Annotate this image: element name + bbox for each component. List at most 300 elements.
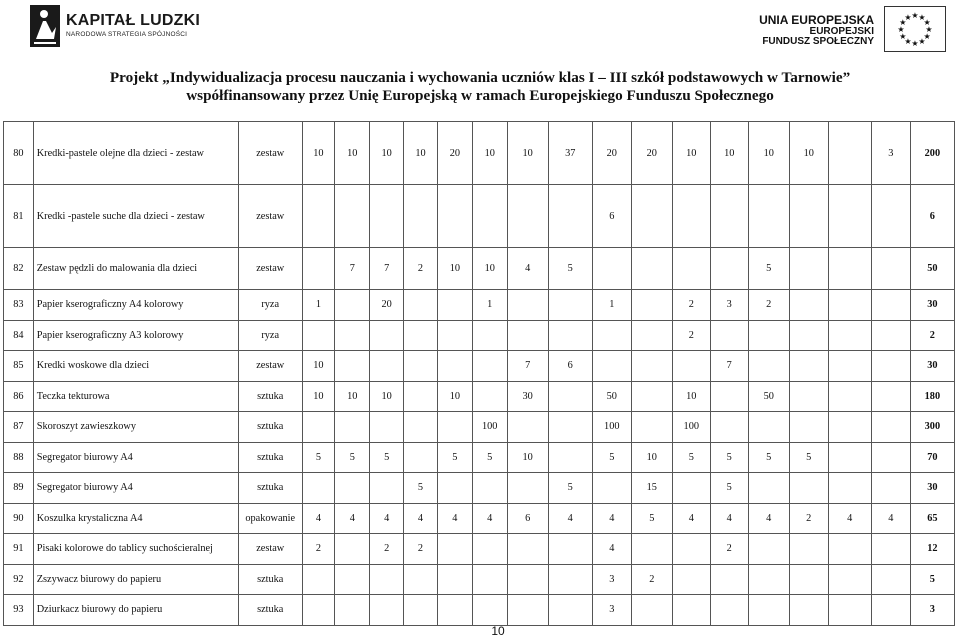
eu-line3: FUNDUSZ SPOŁECZNY xyxy=(762,36,874,48)
quantity-cell: 10 xyxy=(672,122,710,185)
quantity-cell xyxy=(789,185,828,248)
eu-star-icon: ★ xyxy=(923,18,931,27)
quantity-cell xyxy=(789,564,828,595)
quantity-cell xyxy=(437,595,472,626)
quantity-cell xyxy=(828,248,871,290)
quantity-cell: 10 xyxy=(507,442,548,473)
quantity-cell: 10 xyxy=(302,122,335,185)
quantity-cell: 3 xyxy=(710,290,748,321)
quantity-cell: 6 xyxy=(507,503,548,534)
quantity-cell xyxy=(548,290,592,321)
quantity-cell xyxy=(828,412,871,443)
total-cell: 30 xyxy=(910,351,954,382)
quantity-cell xyxy=(548,381,592,412)
quantity-cell xyxy=(710,564,748,595)
quantity-cell xyxy=(871,595,910,626)
eu-star-icon: ★ xyxy=(911,39,919,48)
quantity-cell: 5 xyxy=(548,473,592,504)
quantity-cell xyxy=(370,320,404,351)
eu-line1: UNIA EUROPEJSKA xyxy=(759,13,874,27)
quantity-cell: 10 xyxy=(437,381,472,412)
quantity-cell xyxy=(302,473,335,504)
eu-star-icon: ★ xyxy=(918,37,926,47)
quantity-cell: 7 xyxy=(370,248,404,290)
quantity-cell: 1 xyxy=(592,290,631,321)
quantity-cell xyxy=(404,412,438,443)
quantity-cell xyxy=(631,351,672,382)
quantity-cell: 10 xyxy=(672,381,710,412)
item-name: Koszulka krystaliczna A4 xyxy=(33,503,238,534)
quantity-cell xyxy=(437,320,472,351)
quantity-cell xyxy=(404,351,438,382)
quantity-cell: 3 xyxy=(592,564,631,595)
quantity-cell: 20 xyxy=(592,122,631,185)
row-number: 80 xyxy=(4,122,34,185)
quantity-cell xyxy=(710,381,748,412)
quantity-cell xyxy=(507,595,548,626)
quantity-cell xyxy=(437,534,472,565)
table-row xyxy=(4,595,955,626)
quantity-cell xyxy=(335,473,370,504)
quantity-cell xyxy=(710,595,748,626)
item-unit: zestaw xyxy=(238,351,302,382)
quantity-cell xyxy=(828,351,871,382)
quantity-cell xyxy=(871,381,910,412)
item-name: Segregator biurowy A4 xyxy=(33,473,238,504)
quantity-cell: 2 xyxy=(631,564,672,595)
quantity-cell xyxy=(710,320,748,351)
quantity-cell: 10 xyxy=(710,122,748,185)
quantity-cell: 6 xyxy=(548,351,592,382)
quantity-cell: 10 xyxy=(302,351,335,382)
quantity-cell xyxy=(871,185,910,248)
total-cell: 2 xyxy=(910,320,954,351)
quantity-cell xyxy=(748,473,789,504)
quantity-cell xyxy=(631,320,672,351)
quantity-cell: 2 xyxy=(302,534,335,565)
quantity-cell xyxy=(631,290,672,321)
kapital-ludzki-logo xyxy=(30,4,200,48)
quantity-cell xyxy=(748,595,789,626)
item-name: Dziurkacz biurowy do papieru xyxy=(33,595,238,626)
quantity-cell: 5 xyxy=(548,248,592,290)
quantity-cell xyxy=(548,320,592,351)
eu-star-icon: ★ xyxy=(904,12,912,22)
quantity-cell xyxy=(404,564,438,595)
quantity-cell xyxy=(302,185,335,248)
table-row xyxy=(4,442,955,473)
quantity-cell xyxy=(548,412,592,443)
item-name: Teczka tekturowa xyxy=(33,381,238,412)
quantity-cell xyxy=(472,595,507,626)
quantity-cell xyxy=(472,320,507,351)
total-cell: 3 xyxy=(910,595,954,626)
total-cell: 30 xyxy=(910,473,954,504)
quantity-cell: 100 xyxy=(672,412,710,443)
quantity-cell: 20 xyxy=(370,290,404,321)
quantity-cell: 10 xyxy=(472,248,507,290)
item-unit: ryza xyxy=(238,320,302,351)
quantity-cell xyxy=(789,595,828,626)
quantity-cell: 4 xyxy=(710,503,748,534)
quantity-cell xyxy=(548,534,592,565)
quantity-cell: 2 xyxy=(370,534,404,565)
row-number: 87 xyxy=(4,412,34,443)
quantity-cell: 5 xyxy=(631,503,672,534)
quantity-cell xyxy=(871,473,910,504)
item-unit: ryza xyxy=(238,290,302,321)
quantity-cell xyxy=(335,320,370,351)
quantity-cell: 4 xyxy=(437,503,472,534)
quantity-cell xyxy=(548,595,592,626)
quantity-cell: 5 xyxy=(748,442,789,473)
quantity-cell: 2 xyxy=(672,290,710,321)
quantity-cell xyxy=(507,185,548,248)
quantity-cell xyxy=(631,381,672,412)
quantity-cell xyxy=(335,290,370,321)
quantity-cell: 4 xyxy=(871,503,910,534)
quantity-cell xyxy=(828,381,871,412)
quantity-cell xyxy=(828,595,871,626)
item-name: Zestaw pędzli do malowania dla dzieci xyxy=(33,248,238,290)
quantity-cell: 7 xyxy=(335,248,370,290)
quantity-cell xyxy=(748,412,789,443)
item-unit: sztuka xyxy=(238,473,302,504)
row-number: 81 xyxy=(4,185,34,248)
row-number: 88 xyxy=(4,442,34,473)
quantity-cell xyxy=(472,185,507,248)
quantity-cell xyxy=(710,248,748,290)
table-row xyxy=(4,564,955,595)
quantity-cell: 10 xyxy=(748,122,789,185)
quantity-cell: 2 xyxy=(672,320,710,351)
quantity-cell xyxy=(789,248,828,290)
quantity-cell xyxy=(828,442,871,473)
quantity-cell xyxy=(672,564,710,595)
quantity-cell xyxy=(335,595,370,626)
quantity-cell xyxy=(672,185,710,248)
quantity-cell xyxy=(370,473,404,504)
quantity-cell xyxy=(631,534,672,565)
quantity-cell xyxy=(302,248,335,290)
quantity-cell xyxy=(335,412,370,443)
quantity-cell: 37 xyxy=(548,122,592,185)
quantity-cell xyxy=(472,534,507,565)
eu-star-icon: ★ xyxy=(925,25,933,34)
quantity-cell: 10 xyxy=(335,122,370,185)
quantity-cell xyxy=(828,185,871,248)
quantity-cell xyxy=(748,564,789,595)
quantity-cell xyxy=(507,412,548,443)
quantity-cell: 20 xyxy=(437,122,472,185)
quantity-cell xyxy=(631,595,672,626)
quantity-cell xyxy=(828,564,871,595)
total-cell: 180 xyxy=(910,381,954,412)
quantity-cell: 10 xyxy=(472,122,507,185)
quantity-cell: 5 xyxy=(335,442,370,473)
total-cell: 5 xyxy=(910,564,954,595)
quantity-cell: 5 xyxy=(789,442,828,473)
row-number: 91 xyxy=(4,534,34,565)
table-row xyxy=(4,185,955,248)
quantity-cell: 5 xyxy=(437,442,472,473)
quantity-cell xyxy=(437,290,472,321)
quantity-cell xyxy=(507,534,548,565)
quantity-cell: 3 xyxy=(592,595,631,626)
row-number: 89 xyxy=(4,473,34,504)
eu-line2: EUROPEJSKI xyxy=(809,25,874,37)
quantity-cell xyxy=(592,351,631,382)
quantity-cell: 4 xyxy=(302,503,335,534)
quantity-cell: 3 xyxy=(871,122,910,185)
item-name: Papier kserograficzny A3 kolorowy xyxy=(33,320,238,351)
quantity-cell xyxy=(548,564,592,595)
item-unit: sztuka xyxy=(238,564,302,595)
quantity-cell xyxy=(748,351,789,382)
quantity-cell: 7 xyxy=(507,351,548,382)
table-row xyxy=(4,503,955,534)
total-cell: 65 xyxy=(910,503,954,534)
quantity-cell xyxy=(789,473,828,504)
quantity-cell: 1 xyxy=(472,290,507,321)
quantity-cell: 4 xyxy=(828,503,871,534)
quantity-cell: 10 xyxy=(335,381,370,412)
quantity-cell xyxy=(472,351,507,382)
item-unit: zestaw xyxy=(238,534,302,565)
quantity-cell xyxy=(828,122,871,185)
quantity-cell xyxy=(335,534,370,565)
quantity-cell: 6 xyxy=(592,185,631,248)
items-table xyxy=(3,121,955,626)
quantity-cell xyxy=(548,442,592,473)
quantity-cell xyxy=(748,185,789,248)
eu-star-icon: ★ xyxy=(897,25,905,34)
total-cell: 70 xyxy=(910,442,954,473)
row-number: 93 xyxy=(4,595,34,626)
table-row xyxy=(4,412,955,443)
quantity-cell xyxy=(404,381,438,412)
quantity-cell xyxy=(748,320,789,351)
quantity-cell: 4 xyxy=(748,503,789,534)
quantity-cell xyxy=(507,320,548,351)
quantity-cell: 10 xyxy=(302,381,335,412)
row-number: 90 xyxy=(4,503,34,534)
total-cell: 50 xyxy=(910,248,954,290)
quantity-cell xyxy=(871,412,910,443)
quantity-cell xyxy=(828,290,871,321)
quantity-cell: 2 xyxy=(748,290,789,321)
quantity-cell xyxy=(370,595,404,626)
quantity-cell: 5 xyxy=(404,473,438,504)
row-number: 83 xyxy=(4,290,34,321)
row-number: 82 xyxy=(4,248,34,290)
quantity-cell: 4 xyxy=(672,503,710,534)
quantity-cell xyxy=(871,248,910,290)
item-name: Skoroszyt zawieszkowy xyxy=(33,412,238,443)
quantity-cell: 4 xyxy=(370,503,404,534)
quantity-cell xyxy=(871,290,910,321)
item-unit: sztuka xyxy=(238,442,302,473)
document-title-line2: współfinansowany przez Unię Europejską w ramach Europejskiego Funduszu Społecznego xyxy=(186,87,774,104)
quantity-cell xyxy=(302,595,335,626)
quantity-cell: 20 xyxy=(631,122,672,185)
row-number: 86 xyxy=(4,381,34,412)
item-unit: sztuka xyxy=(238,381,302,412)
quantity-cell xyxy=(437,185,472,248)
quantity-cell xyxy=(335,185,370,248)
table-row xyxy=(4,534,955,565)
eu-logo xyxy=(759,6,946,52)
quantity-cell: 10 xyxy=(437,248,472,290)
quantity-cell xyxy=(871,564,910,595)
quantity-cell xyxy=(370,351,404,382)
quantity-cell xyxy=(631,185,672,248)
quantity-cell xyxy=(507,564,548,595)
total-cell: 200 xyxy=(910,122,954,185)
quantity-cell: 5 xyxy=(710,442,748,473)
quantity-cell: 5 xyxy=(472,442,507,473)
quantity-cell xyxy=(335,564,370,595)
table-row xyxy=(4,320,955,351)
quantity-cell xyxy=(592,320,631,351)
quantity-cell xyxy=(789,320,828,351)
item-name: Papier kserograficzny A4 kolorowy xyxy=(33,290,238,321)
table-row xyxy=(4,473,955,504)
quantity-cell xyxy=(592,248,631,290)
item-name: Pisaki kolorowe do tablicy suchościeralnej xyxy=(33,534,238,565)
quantity-cell: 4 xyxy=(404,503,438,534)
quantity-cell: 5 xyxy=(592,442,631,473)
quantity-cell xyxy=(748,534,789,565)
item-unit: sztuka xyxy=(238,595,302,626)
item-name: Kredki-pastele olejne dla dzieci - zestaw xyxy=(33,122,238,185)
quantity-cell xyxy=(437,564,472,595)
quantity-cell xyxy=(472,473,507,504)
quantity-cell: 5 xyxy=(370,442,404,473)
quantity-cell xyxy=(472,564,507,595)
total-cell: 12 xyxy=(910,534,954,565)
quantity-cell: 4 xyxy=(472,503,507,534)
quantity-cell xyxy=(828,320,871,351)
quantity-cell xyxy=(592,473,631,504)
document-title-line1: Projekt „Indywidualizacja procesu nauczania i wychowania uczniów klas I – III szkół podstawowych w Tarnowie” xyxy=(109,69,851,86)
quantity-cell xyxy=(789,290,828,321)
quantity-cell: 50 xyxy=(748,381,789,412)
quantity-cell xyxy=(789,412,828,443)
quantity-cell: 10 xyxy=(507,122,548,185)
quantity-cell xyxy=(672,248,710,290)
quantity-cell xyxy=(789,381,828,412)
quantity-cell xyxy=(302,412,335,443)
quantity-cell: 4 xyxy=(335,503,370,534)
kapital-ludzki-emblem-icon xyxy=(30,5,60,47)
quantity-cell: 4 xyxy=(548,503,592,534)
page-number: 10 xyxy=(491,624,505,638)
quantity-cell xyxy=(370,185,404,248)
quantity-cell: 5 xyxy=(710,473,748,504)
table-row xyxy=(4,248,955,290)
quantity-cell xyxy=(871,351,910,382)
quantity-cell: 10 xyxy=(789,122,828,185)
quantity-cell xyxy=(437,351,472,382)
quantity-cell: 2 xyxy=(404,534,438,565)
quantity-cell xyxy=(437,412,472,443)
total-cell: 6 xyxy=(910,185,954,248)
quantity-cell: 50 xyxy=(592,381,631,412)
quantity-cell xyxy=(507,290,548,321)
quantity-cell: 15 xyxy=(631,473,672,504)
quantity-cell: 10 xyxy=(370,122,404,185)
quantity-cell: 1 xyxy=(302,290,335,321)
quantity-cell xyxy=(404,290,438,321)
eu-star-icon: ★ xyxy=(904,37,912,47)
quantity-cell xyxy=(404,320,438,351)
quantity-cell xyxy=(789,351,828,382)
eu-star-icon: ★ xyxy=(911,11,919,20)
quantity-cell: 2 xyxy=(404,248,438,290)
quantity-cell xyxy=(672,595,710,626)
quantity-cell xyxy=(631,412,672,443)
quantity-cell: 2 xyxy=(789,503,828,534)
table-row xyxy=(4,351,955,382)
quantity-cell xyxy=(672,351,710,382)
quantity-cell xyxy=(507,473,548,504)
quantity-cell xyxy=(672,534,710,565)
eu-star-icon: ★ xyxy=(899,32,907,41)
eu-flag-icon xyxy=(884,6,946,52)
total-cell: 300 xyxy=(910,412,954,443)
quantity-cell xyxy=(871,534,910,565)
quantity-cell: 10 xyxy=(370,381,404,412)
total-cell: 30 xyxy=(910,290,954,321)
quantity-cell: 30 xyxy=(507,381,548,412)
item-name: Zszywacz biurowy do papieru xyxy=(33,564,238,595)
item-unit: zestaw xyxy=(238,122,302,185)
table-row xyxy=(4,290,955,321)
quantity-cell: 100 xyxy=(472,412,507,443)
kapital-ludzki-subtitle: NARODOWA STRATEGIA SPÓJNOŚCI xyxy=(66,31,188,39)
quantity-cell xyxy=(302,320,335,351)
item-unit: zestaw xyxy=(238,185,302,248)
item-name: Segregator biurowy A4 xyxy=(33,442,238,473)
quantity-cell xyxy=(437,473,472,504)
quantity-cell xyxy=(370,412,404,443)
quantity-cell: 2 xyxy=(710,534,748,565)
quantity-cell: 5 xyxy=(302,442,335,473)
quantity-cell xyxy=(828,534,871,565)
quantity-cell: 10 xyxy=(404,122,438,185)
eu-star-icon: ★ xyxy=(918,12,926,22)
item-unit: zestaw xyxy=(238,248,302,290)
eu-star-icon: ★ xyxy=(899,18,907,27)
quantity-cell xyxy=(548,185,592,248)
quantity-cell xyxy=(631,248,672,290)
quantity-cell: 4 xyxy=(507,248,548,290)
item-unit: sztuka xyxy=(238,412,302,443)
quantity-cell: 5 xyxy=(672,442,710,473)
quantity-cell xyxy=(370,564,404,595)
quantity-cell xyxy=(710,412,748,443)
table-row xyxy=(4,381,955,412)
quantity-cell xyxy=(302,564,335,595)
quantity-cell: 10 xyxy=(631,442,672,473)
row-number: 85 xyxy=(4,351,34,382)
quantity-cell xyxy=(404,442,438,473)
quantity-cell xyxy=(472,381,507,412)
eu-star-icon: ★ xyxy=(923,32,931,41)
quantity-cell xyxy=(828,473,871,504)
quantity-cell xyxy=(789,534,828,565)
